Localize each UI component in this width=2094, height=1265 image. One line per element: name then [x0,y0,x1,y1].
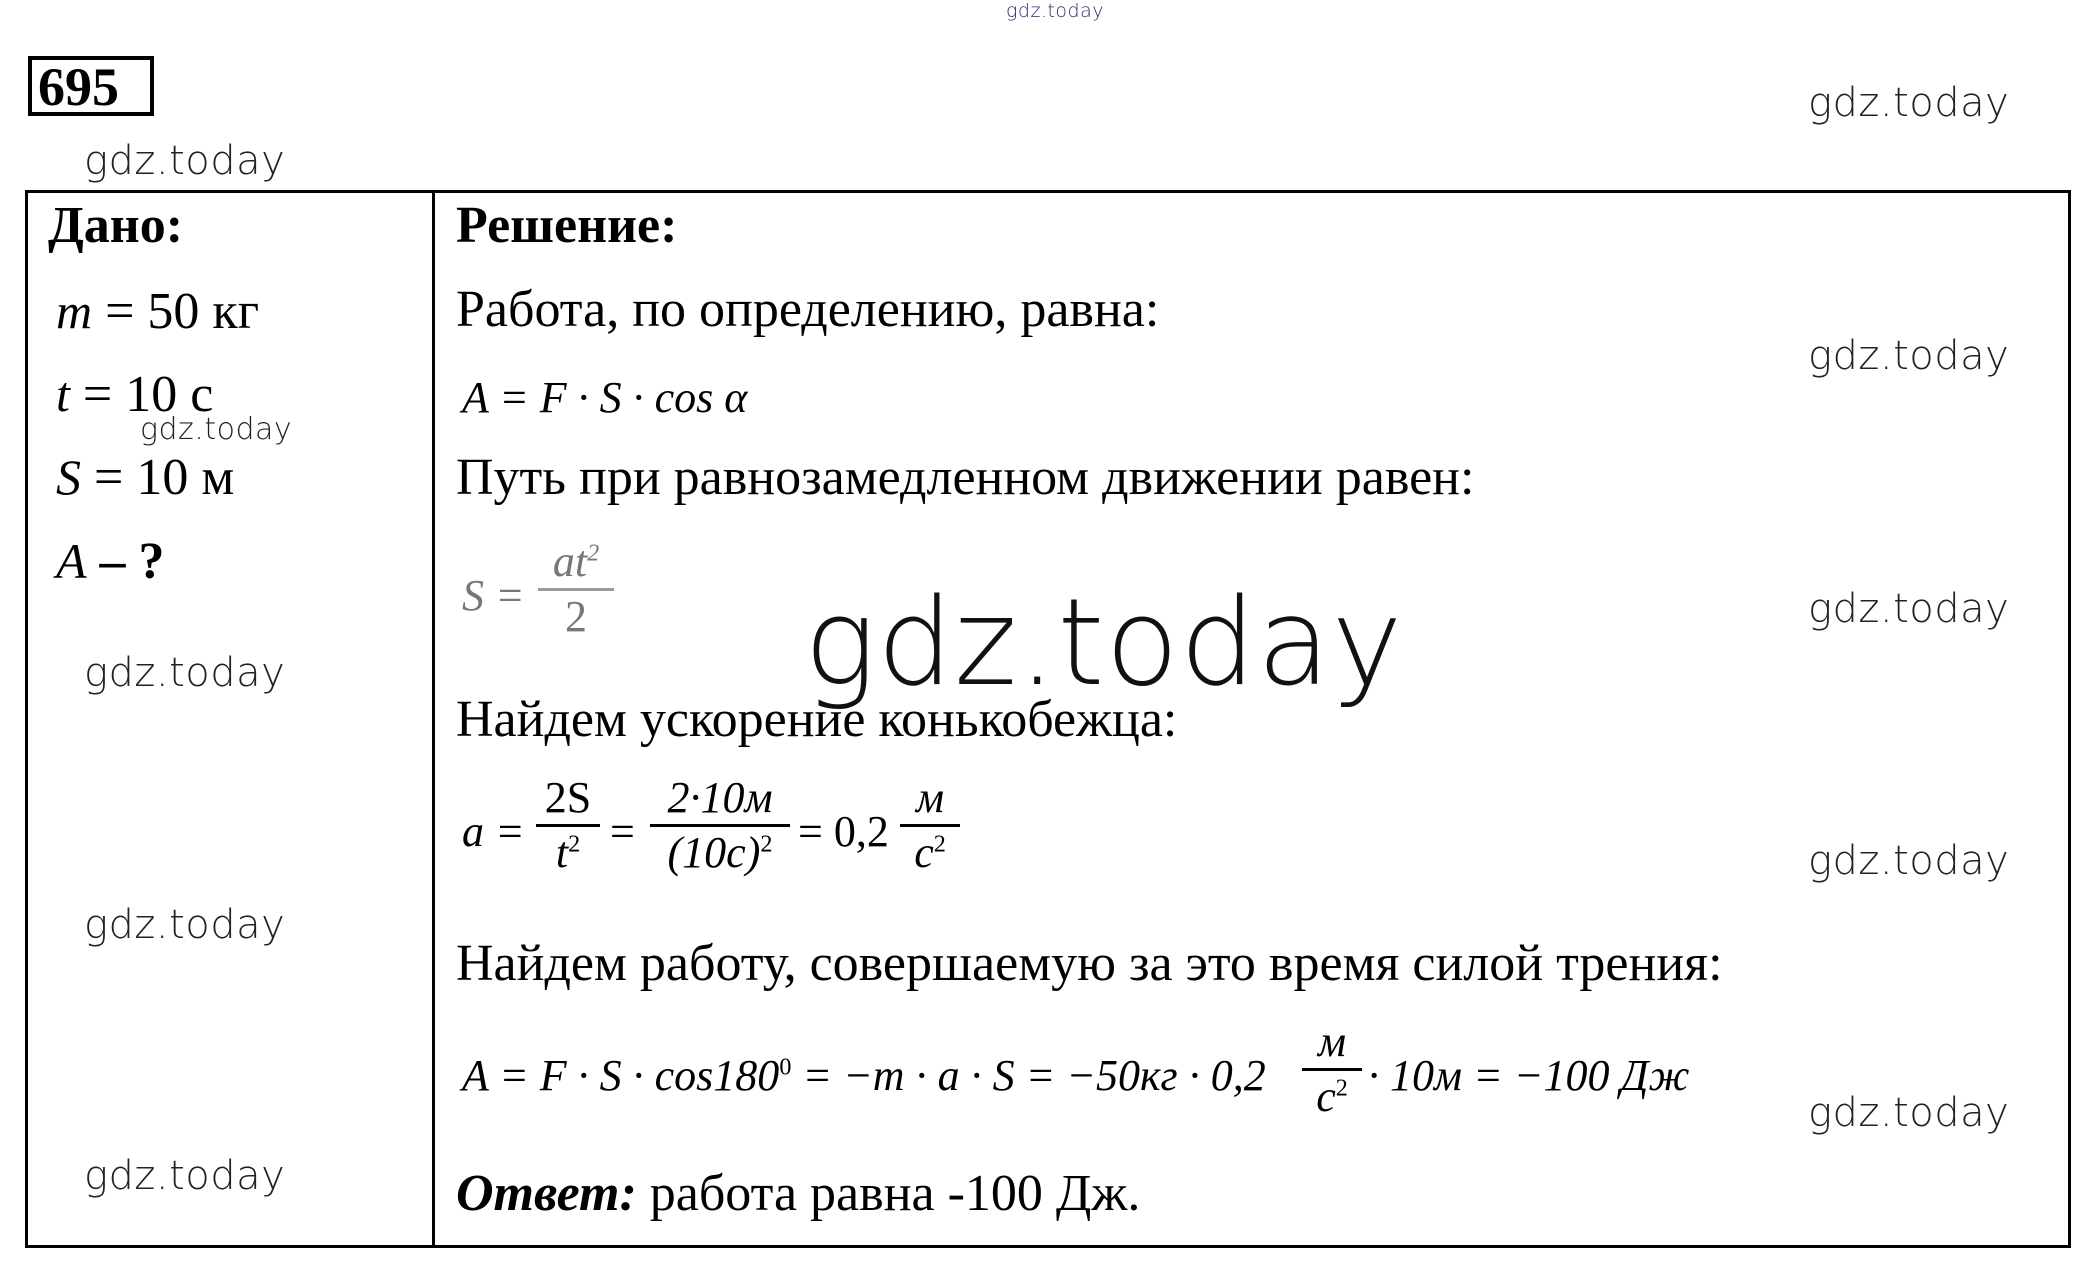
watermark-top: gdz.today [1006,0,1104,22]
formula-accel-a: a = [462,807,525,856]
var-t: t [56,366,70,422]
formula-work-unit [1302,1017,1362,1121]
unknown-value: – ? [99,533,165,590]
var-s: S [56,449,81,505]
watermark: gdz.today [1808,80,2010,126]
formula-accel-frac1 [536,773,600,877]
fraction-denominator: $t^2$ [555,828,581,877]
mass-value: = 50 кг [105,283,260,340]
watermark: gdz.today [1808,586,2010,632]
fraction-denominator: $(10с)^2$ [667,828,773,877]
problem-number-box [28,56,154,116]
var-m: m [56,283,93,339]
watermark: gdz.today [1808,333,2010,379]
fraction-denominator: 2 [565,592,587,641]
fraction-numerator: м [915,773,945,822]
fraction-numerator: 2S [544,773,592,822]
fraction-denominator: $с^2$ [914,828,946,877]
formula-work-tail: · 10м = −100 Дж [1368,1051,1690,1100]
column-divider [432,190,435,1248]
given-unknown [56,532,165,591]
watermark: gdz.today [84,138,286,184]
answer [456,1164,1140,1223]
given-mass [56,282,259,341]
solution-line-3: Найдем ускорение конькобежца: [456,691,1178,748]
watermark: gdz.today [84,650,286,696]
formula-accel-frac2 [650,773,790,877]
solution-line-2: Путь при равнозамедленном движении равен: [456,449,1475,506]
fraction-numerator: м [1317,1017,1347,1066]
time-value: = 10 с [82,366,214,423]
given-distance [56,448,234,507]
fraction-numerator: 2·10м [667,773,773,822]
watermark: gdz.today [140,412,293,447]
formula-path-lhs: S = [462,571,525,620]
watermark-large: gdz.today [804,574,1404,713]
solution-header: Решение: [456,197,678,254]
fraction-numerator: $at^2$ [552,537,600,586]
formula-work-definition: A = F · S · cos α [462,373,748,422]
formula-accel-unit [900,773,960,877]
watermark: gdz.today [84,902,286,948]
formula-work-result: $A = F \cdot S \cdot \cos 180^0 = -m \cdot a \cdot S = -50кг \cdot 0,2$ [462,1051,1266,1100]
var-a: A [56,533,87,589]
solution-line-1: Работа, по определению, равна: [456,281,1160,338]
watermark: gdz.today [1808,838,2010,884]
solution-line-4: Найдем работу, совершаемую за это время силой трения: [456,935,1723,992]
given-header: Дано: [48,197,184,254]
fraction-denominator: $с^2$ [1316,1072,1348,1121]
formula-accel-result: = 0,2 [798,807,889,856]
watermark: gdz.today [84,1153,286,1199]
distance-value: = 10 м [94,449,235,506]
formula-accel-eq: = [610,807,635,856]
answer-label: Ответ: [456,1165,637,1222]
watermark: gdz.today [1808,1090,2010,1136]
formula-path-fraction [538,537,614,641]
answer-text: работа равна -100 Дж. [636,1165,1141,1222]
problem-number: 695 [38,57,119,117]
